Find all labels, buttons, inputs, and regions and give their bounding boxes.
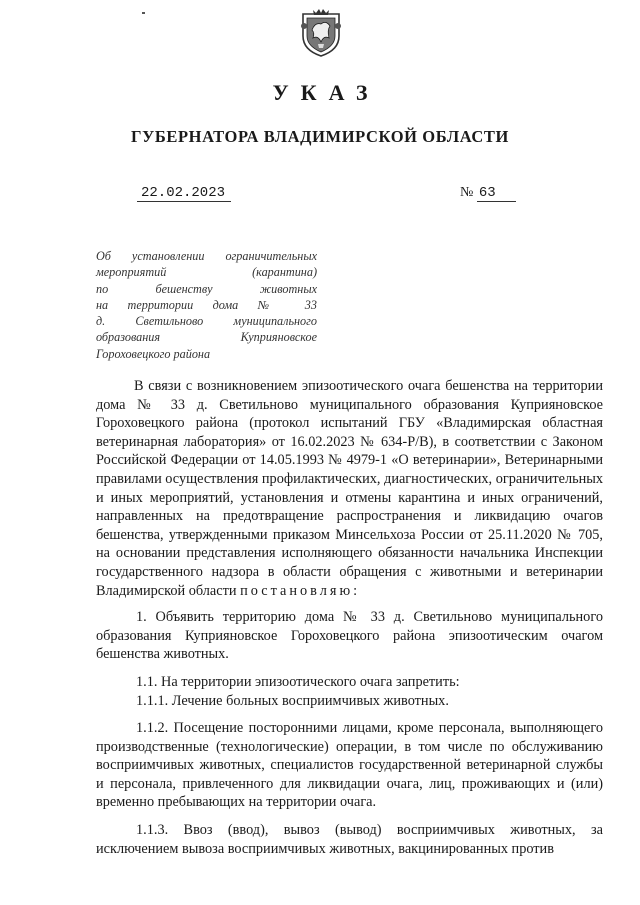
subject-line: Об установлении ограничительных (96, 249, 317, 263)
subject-line: мероприятий (карантина) (96, 265, 317, 280)
coat-of-arms-icon (299, 8, 343, 58)
issuing-authority: ГУБЕРНАТОРА ВЛАДИМИРСКОЙ ОБЛАСТИ (131, 127, 509, 146)
subject-line: Гороховецкого района (96, 346, 211, 361)
document-number: 63 (477, 185, 516, 202)
decree-subject (96, 248, 317, 362)
item-1: 1. Объявить территорию дома № 33 д. Светильново муниципального образования Куприяновское Гороховецкого района эпизоотическим очагом бешенства животных. (96, 609, 603, 663)
number-sign: № (460, 185, 474, 200)
subject-line: д. Светильново муниципального (96, 314, 317, 329)
item-1-1-3: 1.1.3. Ввоз (ввод), вывоз (вывод) восприимчивых животных, за исключением вывоза восприимчивых животных, вакцинированных против (96, 822, 603, 857)
preamble-paragraph (96, 377, 603, 600)
item-1-1-2: 1.1.2. Посещение посторонними лицами, кроме персонала, выполняющего производственные (технологические) операции, в том числе по обслуживанию восприимчивых животных, специалистов государственной ветеринарной службы и персонала, привлеченного для ликвидации очага, лиц, проживающих и (или) временно пребывающих на территории очага. (96, 720, 603, 811)
subject-line: по бешенству животных (96, 281, 317, 296)
subject-line: на территории дома № 33 (96, 297, 317, 312)
document-title: УКАЗ (272, 80, 380, 105)
item-1-1: 1.1. На территории эпизоотического очага запретить: (136, 673, 460, 690)
document-number-block (460, 185, 516, 201)
document-date: 22.02.2023 (137, 185, 231, 202)
decree-body (96, 377, 603, 867)
item-1-1-1: 1.1.1. Лечение больных восприимчивых животных. (136, 692, 449, 709)
scan-speck (142, 12, 145, 14)
subject-line: образования Куприяновское (96, 330, 317, 345)
preamble-text: В связи с возникновением эпизоотического очага бешенства на территории дома № 33 д. Светильново муниципального образования Куприяновское Гороховецкого района (протокол испытаний ГБУ «Владимирская областная ветеринарная лаборатория» от 16.02.2023 № 634-Р/В), в соответствии с Законом Российской Федерации от 14.05.1993 № 4979-1 «О ветеринарии», Ветеринарными правилами осуществления профилактических, диагностических, ограничительных и иных мероприятий, установления и отмены карантина и иных ограничений, направленных на предотвращение распространения и ликвидацию очагов бешенства, утвержденными приказом Минсельхоза России от 25.11.2020 № 705, на основании представления исполняющего обязанности начальника Инспекции государственного надзора в области обращения с животными и ветеринарии Владимирской области (96, 378, 604, 599)
decree-word: постановляю: (240, 582, 361, 599)
